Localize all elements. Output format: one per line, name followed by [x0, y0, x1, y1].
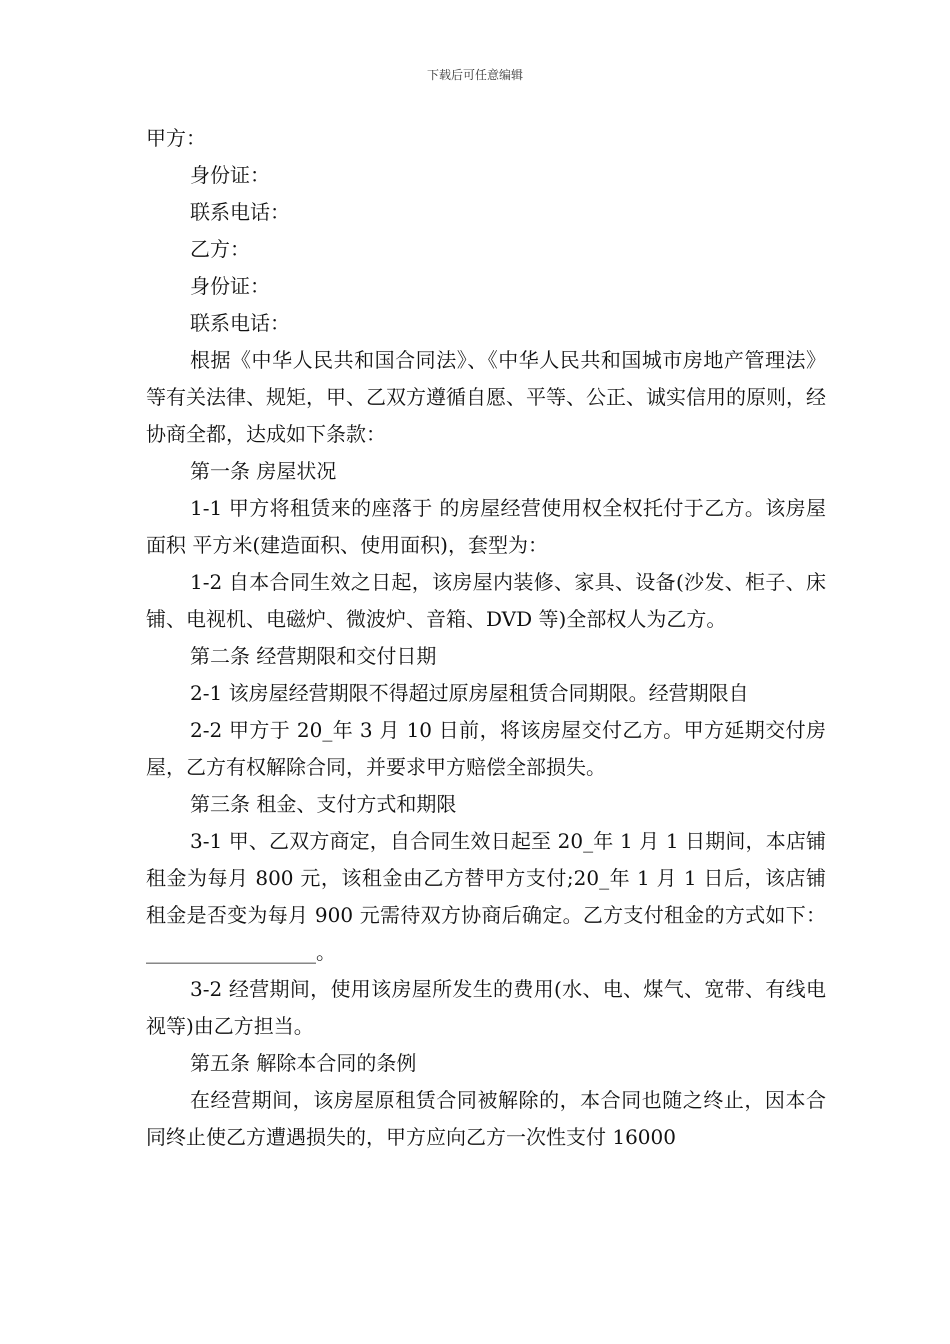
- paragraph: 根据《中华人民共和国合同法》、《中华人民共和国城市房地产管理法》等有关法律、规矩，甲、乙双方遵循自愿、平等、公正、诚实信用的原则，经协商全都，达成如下条款：: [146, 348, 826, 446]
- contract-body: [146, 120, 826, 1156]
- paragraph: 联系电话：: [190, 311, 290, 335]
- paragraph: 在经营期间，该房屋原租赁合同被解除的，本合同也随之终止，因本合同终止使乙方遭遇损失的，甲方应向乙方一次性支付 16000: [146, 1088, 826, 1149]
- paragraph: 1-1 甲方将租赁来的座落于 的房屋经营使用权全权托付于乙方。该房屋面积 平方米(建造面积、使用面积)，套型为：: [146, 496, 826, 557]
- paragraph: 第一条 房屋状况: [190, 459, 337, 483]
- paragraph: 1-2 自本合同生效之日起，该房屋内装修、家具、设备(沙发、柜子、床铺、电视机、电磁炉、微波炉、音箱、DVD 等)全部权人为乙方。: [146, 570, 826, 631]
- paragraph: 乙方：: [190, 237, 250, 261]
- paragraph: 2-2 甲方于 20_年 3 月 10 日前，将该房屋交付乙方。甲方延期交付房屋，乙方有权解除合同，并要求甲方赔偿全部损失。: [146, 718, 826, 779]
- paragraph: 2-1 该房屋经营期限不得超过原房屋租赁合同期限。经营期限自: [190, 681, 749, 705]
- paragraph: 3-2 经营期间，使用该房屋所发生的费用(水、电、煤气、宽带、有线电视等)由乙方担当。: [146, 977, 826, 1038]
- paragraph: 第二条 经营期限和交付日期: [190, 644, 437, 668]
- paragraph: 身份证：: [190, 274, 270, 298]
- paragraph: 第三条 租金、支付方式和期限: [190, 792, 457, 816]
- paragraph: 甲方：: [146, 126, 206, 150]
- paragraph: 身份证：: [190, 163, 270, 187]
- paragraph: 联系电话：: [190, 200, 290, 224]
- paragraph: 第五条 解除本合同的条例: [190, 1051, 417, 1075]
- page-header: 下载后可任意编辑: [426, 68, 523, 82]
- paragraph: 3-1 甲、乙双方商定，自合同生效日起至 20_年 1 月 1 日期间，本店铺租金为每月 800 元，该租金由乙方替甲方支付;20_年 1 月 1 日后，该店铺租金是否变为每月 900 元需待双方协商后确定。乙方支付租金的方式如下：_________________。: [146, 829, 826, 964]
